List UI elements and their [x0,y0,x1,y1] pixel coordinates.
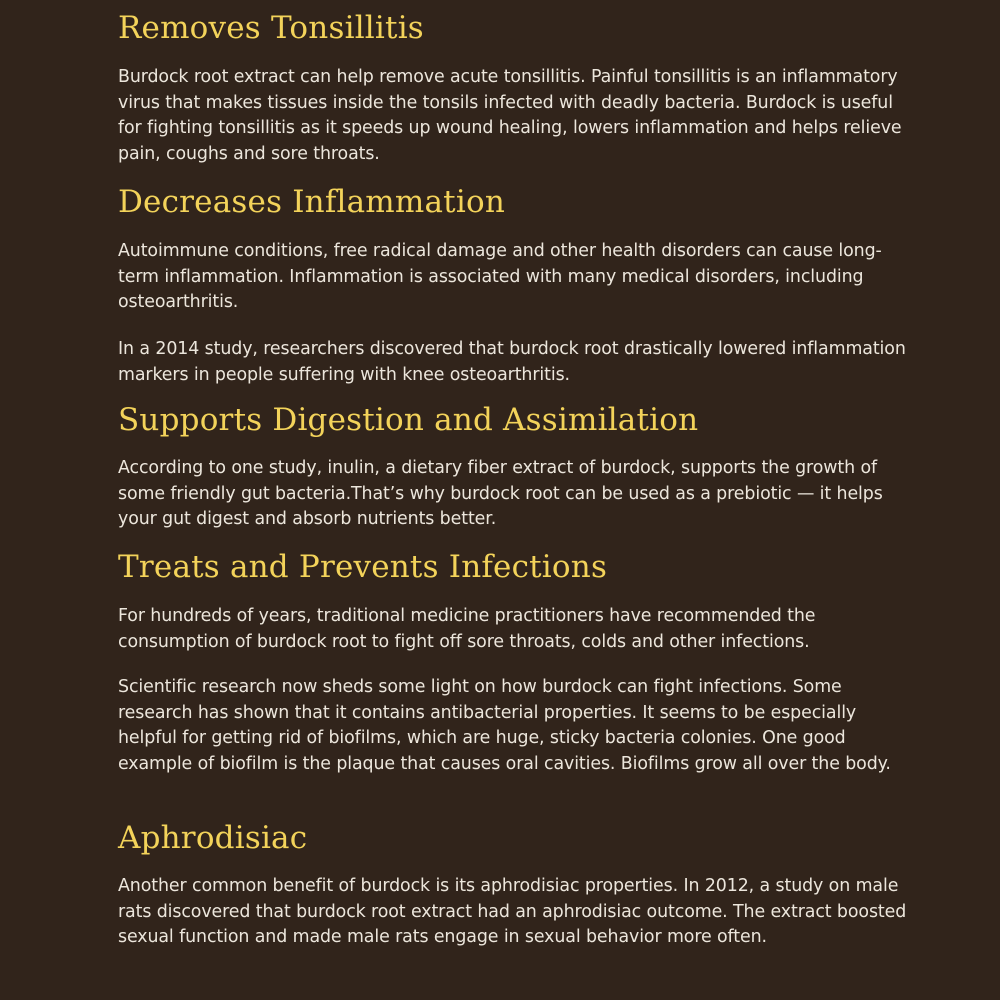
heading-supports-digestion: Supports Digestion and Assimilation [118,402,699,438]
paragraph-infections-1: For hundreds of years, traditional medicine practitioners have recommended the consumption of burdock root to fight off sore throats, colds and other infections. [118,606,816,652]
paragraph-tonsillitis: Burdock root extract can help remove acute tonsillitis. Painful tonsillitis is an inflammatory virus that makes tissues inside the tonsils infected with deadly bacteria. Burdock is useful for fighting tonsillitis as it speeds up wound healing, lowers inflammation and helps relieve pain, coughs and sore throats. [118,67,902,164]
paragraph-inflammation-1: Autoimmune conditions, free radical damage and other health disorders can cause long-term inflammation. Inflammation is associated with many medical disorders, including osteoarthritis. [118,241,882,312]
paragraph-infections-2: Scientific research now sheds some light on how burdock can fight infections. Some research has shown that it contains antibacterial properties. It seems to be especially helpful for getting rid of biofilms, which are huge, sticky bacteria colonies. One good example of biofilm is the plaque that causes oral cavities. Biofilms grow all over the body. [118,677,891,774]
paragraph-aphrodisiac: Another common benefit of burdock is its aphrodisiac properties. In 2012, a study on male rats discovered that burdock root extract had an aphrodisiac outcome. The extract boosted sexual function and made male rats engage in sexual behavior more often. [118,876,907,947]
heading-removes-tonsillitis: Removes Tonsillitis [118,10,424,46]
paragraph-inflammation-2: In a 2014 study, researchers discovered that burdock root drastically lowered inflammation markers in people suffering with knee osteoarthritis. [118,339,906,385]
heading-decreases-inflammation: Decreases Inflammation [118,184,505,220]
paragraph-digestion: According to one study, inulin, a dietary fiber extract of burdock, supports the growth of some friendly gut bacteria.That’s why burdock root can be used as a prebiotic — it helps your gut digest and absorb nutrients better. [118,458,883,529]
heading-aphrodisiac: Aphrodisiac [118,820,308,856]
heading-treats-infections: Treats and Prevents Infections [118,549,608,585]
